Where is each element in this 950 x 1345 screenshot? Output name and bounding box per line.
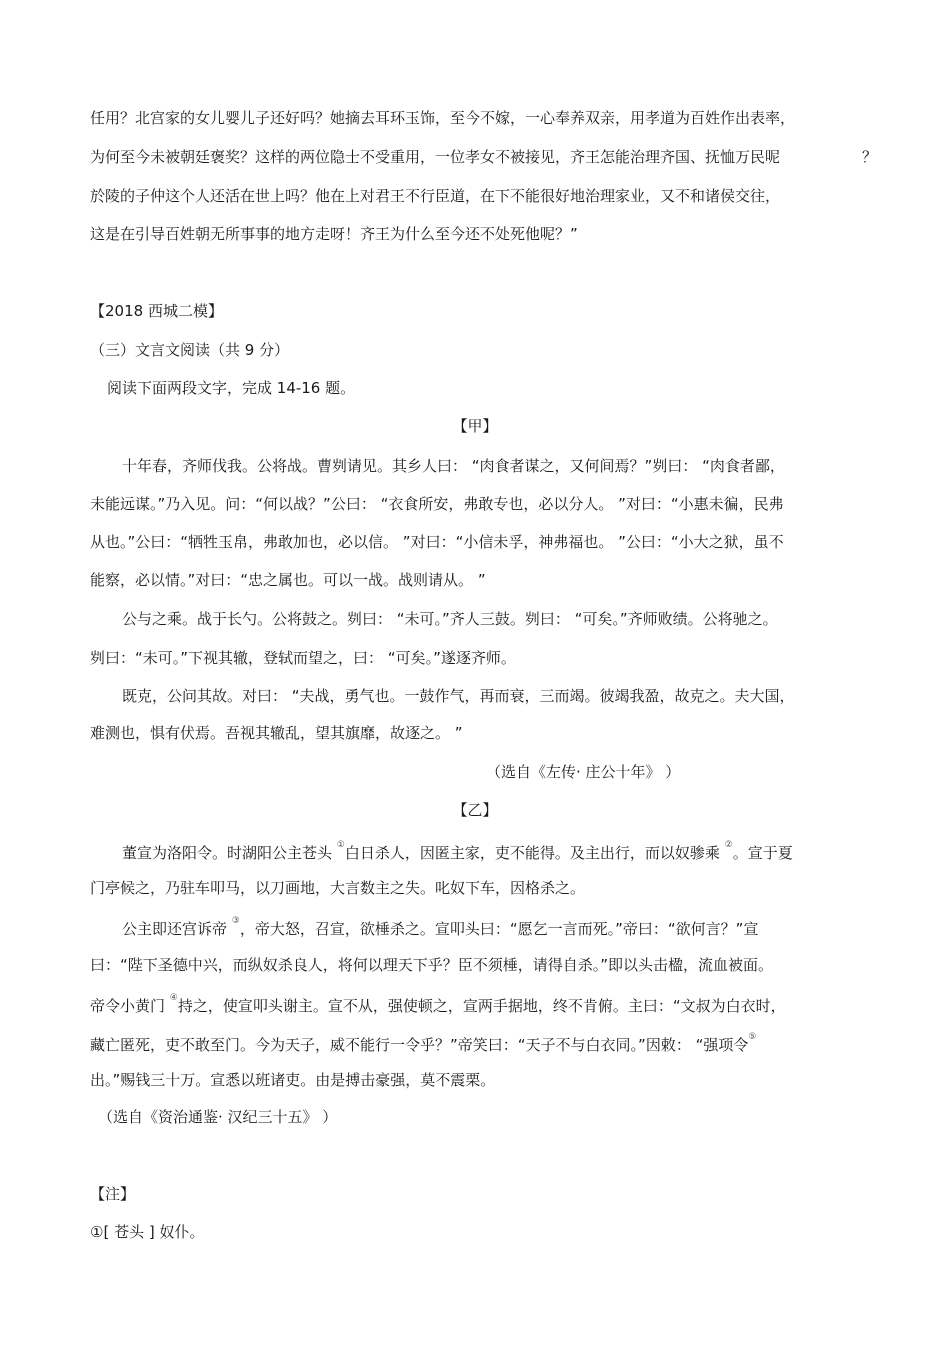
note-1: ①[ 苍头 ] 奴仆。: [90, 1223, 205, 1241]
jia-title: 【甲】: [452, 417, 498, 435]
yi-line-4: 曰：“陛下圣德中兴，而纵奴杀良人，将何以理天下乎？臣不须棰，请得自杀。”即以头击楹，流血被面。: [90, 956, 774, 974]
yi-text: 。宣于夏: [732, 844, 793, 862]
jia-line: 十年春，齐师伐我。公将战。曹刿请见。其乡人曰： “肉食者谋之，又何间焉？”刿曰： “肉食者鄙，: [122, 457, 785, 475]
jia-line: 能察，必以情。”对曰：“忠之属也。可以一战。战则请从。 ”: [90, 571, 486, 589]
yi-line-7: 出。”赐钱三十万。宣悉以班诸吏。由是搏击豪强，莫不震栗。: [90, 1071, 496, 1089]
yi-text: 帝令小黄门: [90, 997, 170, 1015]
notes-title: 【注】: [90, 1185, 136, 1203]
intro-line-2: 为何至今未被朝廷褒奖？这样的两位隐士不受重用，一位孝女不被接见，齐王怎能治理齐国、抚恤万民呢: [90, 148, 781, 166]
yi-text: 藏亡匿死，吏不敢至门。今为天子，威不能行一令乎？”帝笑曰：“天子不与白衣同。”因敕： “强项令: [90, 1036, 749, 1054]
jia-line: 难测也，惧有伏焉。吾视其辙乱，望其旗靡，故逐之。 ”: [90, 724, 463, 742]
jia-line: 从也。”公曰：“牺牲玉帛，弗敢加也，必以信。 ”对曰：“小信未孚，神弗福也。 ”公曰：“小大之狱，虽不: [90, 533, 784, 551]
note-ref-2: ②: [724, 840, 733, 850]
yi-source: （选自《资治通鉴· 汉纪三十五》 ）: [98, 1108, 338, 1126]
section-tag: 【2018 西城二模】: [90, 302, 223, 320]
section-heading: （三）文言文阅读（共 9 分）: [90, 341, 290, 359]
yi-line-1: [122, 840, 793, 863]
yi-text: 公主即还宫诉帝: [122, 920, 232, 938]
jia-source: （选自《左传· 庄公十年》 ）: [486, 763, 681, 781]
intro-line-1: 任用？北宫家的女儿婴儿子还好吗？她摘去耳环玉饰，至今不嫁，一心奉养双亲，用孝道为百姓作出表率，: [90, 109, 796, 127]
yi-line-3: [122, 916, 758, 939]
intro-line-3: 於陵的子仲这个人还活在世上吗？他在上对君王不行臣道，在下不能很好地治理家业，又不和诸侯交往，: [90, 187, 781, 205]
yi-line-6: [90, 1032, 756, 1055]
intro-line-2-end: ？: [862, 148, 878, 166]
jia-line: 既克，公问其故。对曰： “夫战，勇气也。一鼓作气，再而衰，三而竭。彼竭我盈，故克之。夫大国，: [122, 687, 795, 705]
note-ref-3: ③: [231, 916, 240, 926]
yi-line-5: [90, 993, 786, 1016]
jia-line: 刿曰：“未可。”下视其辙，登轼而望之，曰： “可矣。”遂逐齐师。: [90, 649, 516, 667]
intro-line-4: 这是在引导百姓朝无所事事的地方走呀！齐王为什么至今还不处死他呢？”: [90, 225, 578, 243]
yi-text: 白日杀人，因匿主家，吏不能得。及主出行，而以奴骖乘: [344, 844, 725, 862]
section-instruction: 阅读下面两段文字，完成 14-16 题。: [107, 379, 356, 397]
note-ref-5: ⑤: [748, 1032, 757, 1042]
note-ref-4: ④: [169, 993, 178, 1003]
note-ref-1: ①: [336, 840, 345, 850]
jia-line: 公与之乘。战于长勺。公将鼓之。刿曰： “未可。”齐人三鼓。刿曰： “可矣。”齐师败绩。公将驰之。: [122, 610, 778, 628]
jia-line: 未能远谋。”乃入见。问：“何以战？”公曰： “衣食所安，弗敢专也，必以分人。 ”对曰：“小惠未徧，民弗: [90, 495, 784, 513]
yi-title: 【乙】: [452, 801, 498, 819]
yi-text: 董宣为洛阳令。时湖阳公主苍头: [122, 844, 337, 862]
yi-text: 持之，使宣叩头谢主。宣不从，强使顿之，宣两手据地，终不肯俯。主曰：“文叔为白衣时，: [177, 997, 786, 1015]
yi-line-2: 门亭候之，乃驻车叩马，以刀画地，大言数主之失。叱奴下车，因格杀之。: [90, 879, 586, 897]
yi-text: ，帝大怒，召宣，欲棰杀之。宣叩头曰：“愿乞一言而死。”帝曰：“欲何言？”宣: [239, 920, 759, 938]
